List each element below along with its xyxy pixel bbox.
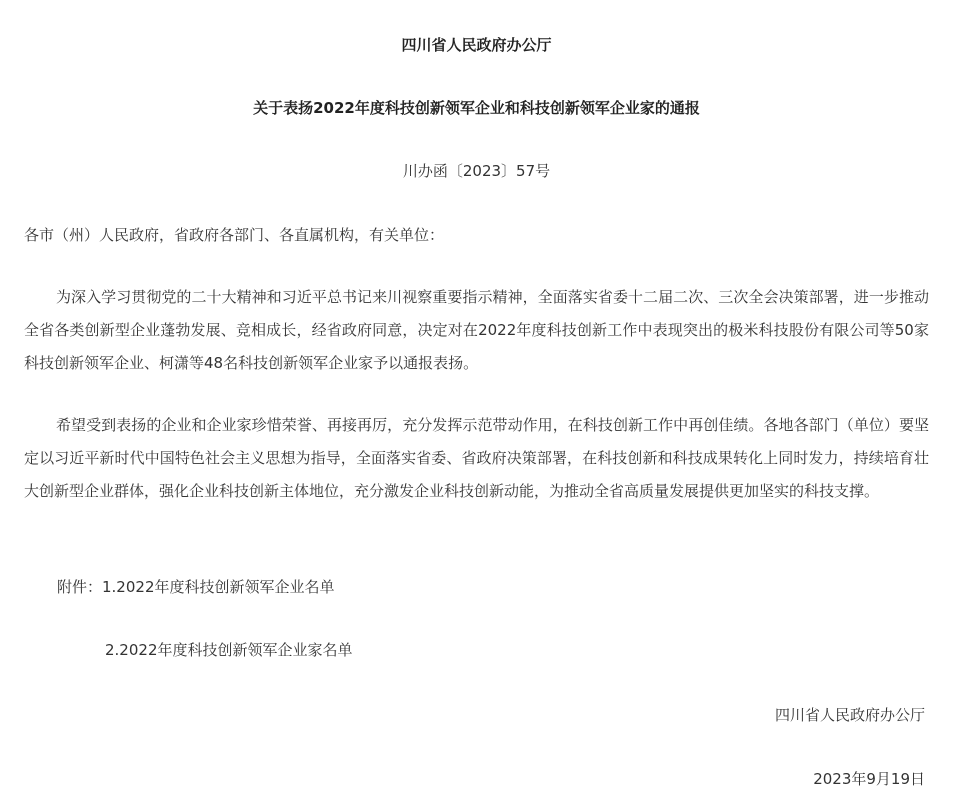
attachment-2-link[interactable]: 2.2022年度科技创新领军企业家名单 xyxy=(105,641,353,659)
document-title: 关于表扬2022年度科技创新领军企业和科技创新领军企业家的通报 xyxy=(253,99,700,117)
attachment-1-link[interactable]: 附件：1.2022年度科技创新领军企业名单 xyxy=(57,578,335,596)
signature-issuer: 四川省人民政府办公厅 xyxy=(774,706,925,724)
body-paragraph-2: 希望受到表扬的企业和企业家珍惜荣誉、再接再厉，充分发挥示范带动作用，在科技创新工作中再创佳绩。各地各部门（单位）要坚定以习近平新时代中国特色社会主义思想为指导，全面落实省委、省政府决策部署，在科技创新和科技成果转化上同时发力，持续培育壮大创新型企业群体，强化企业科技创新主体地位，充分激发企业科技创新动能，为推动全省高质量发展提供更加坚实的科技支撑。 xyxy=(24,416,929,500)
issuer-heading: 四川省人民政府办公厅 xyxy=(401,36,552,54)
body-paragraph-1: 为深入学习贯彻党的二十大精神和习近平总书记来川视察重要指示精神，全面落实省委十二届二次、三次全会决策部署，进一步推动全省各类创新型企业蓬勃发展、竞相成长，经省政府同意，决定对在2022年度科技创新工作中表现突出的极米科技股份有限公司等50家科技创新领军企业、柯潇等48名科技创新领军企业家予以通报表扬。 xyxy=(24,288,929,372)
issue-date: 2023年9月19日 xyxy=(813,770,925,788)
salutation: 各市（州）人民政府，省政府各部门、各直属机构，有关单位： xyxy=(24,226,445,244)
document-number: 川办函〔2023〕57号 xyxy=(402,162,551,180)
